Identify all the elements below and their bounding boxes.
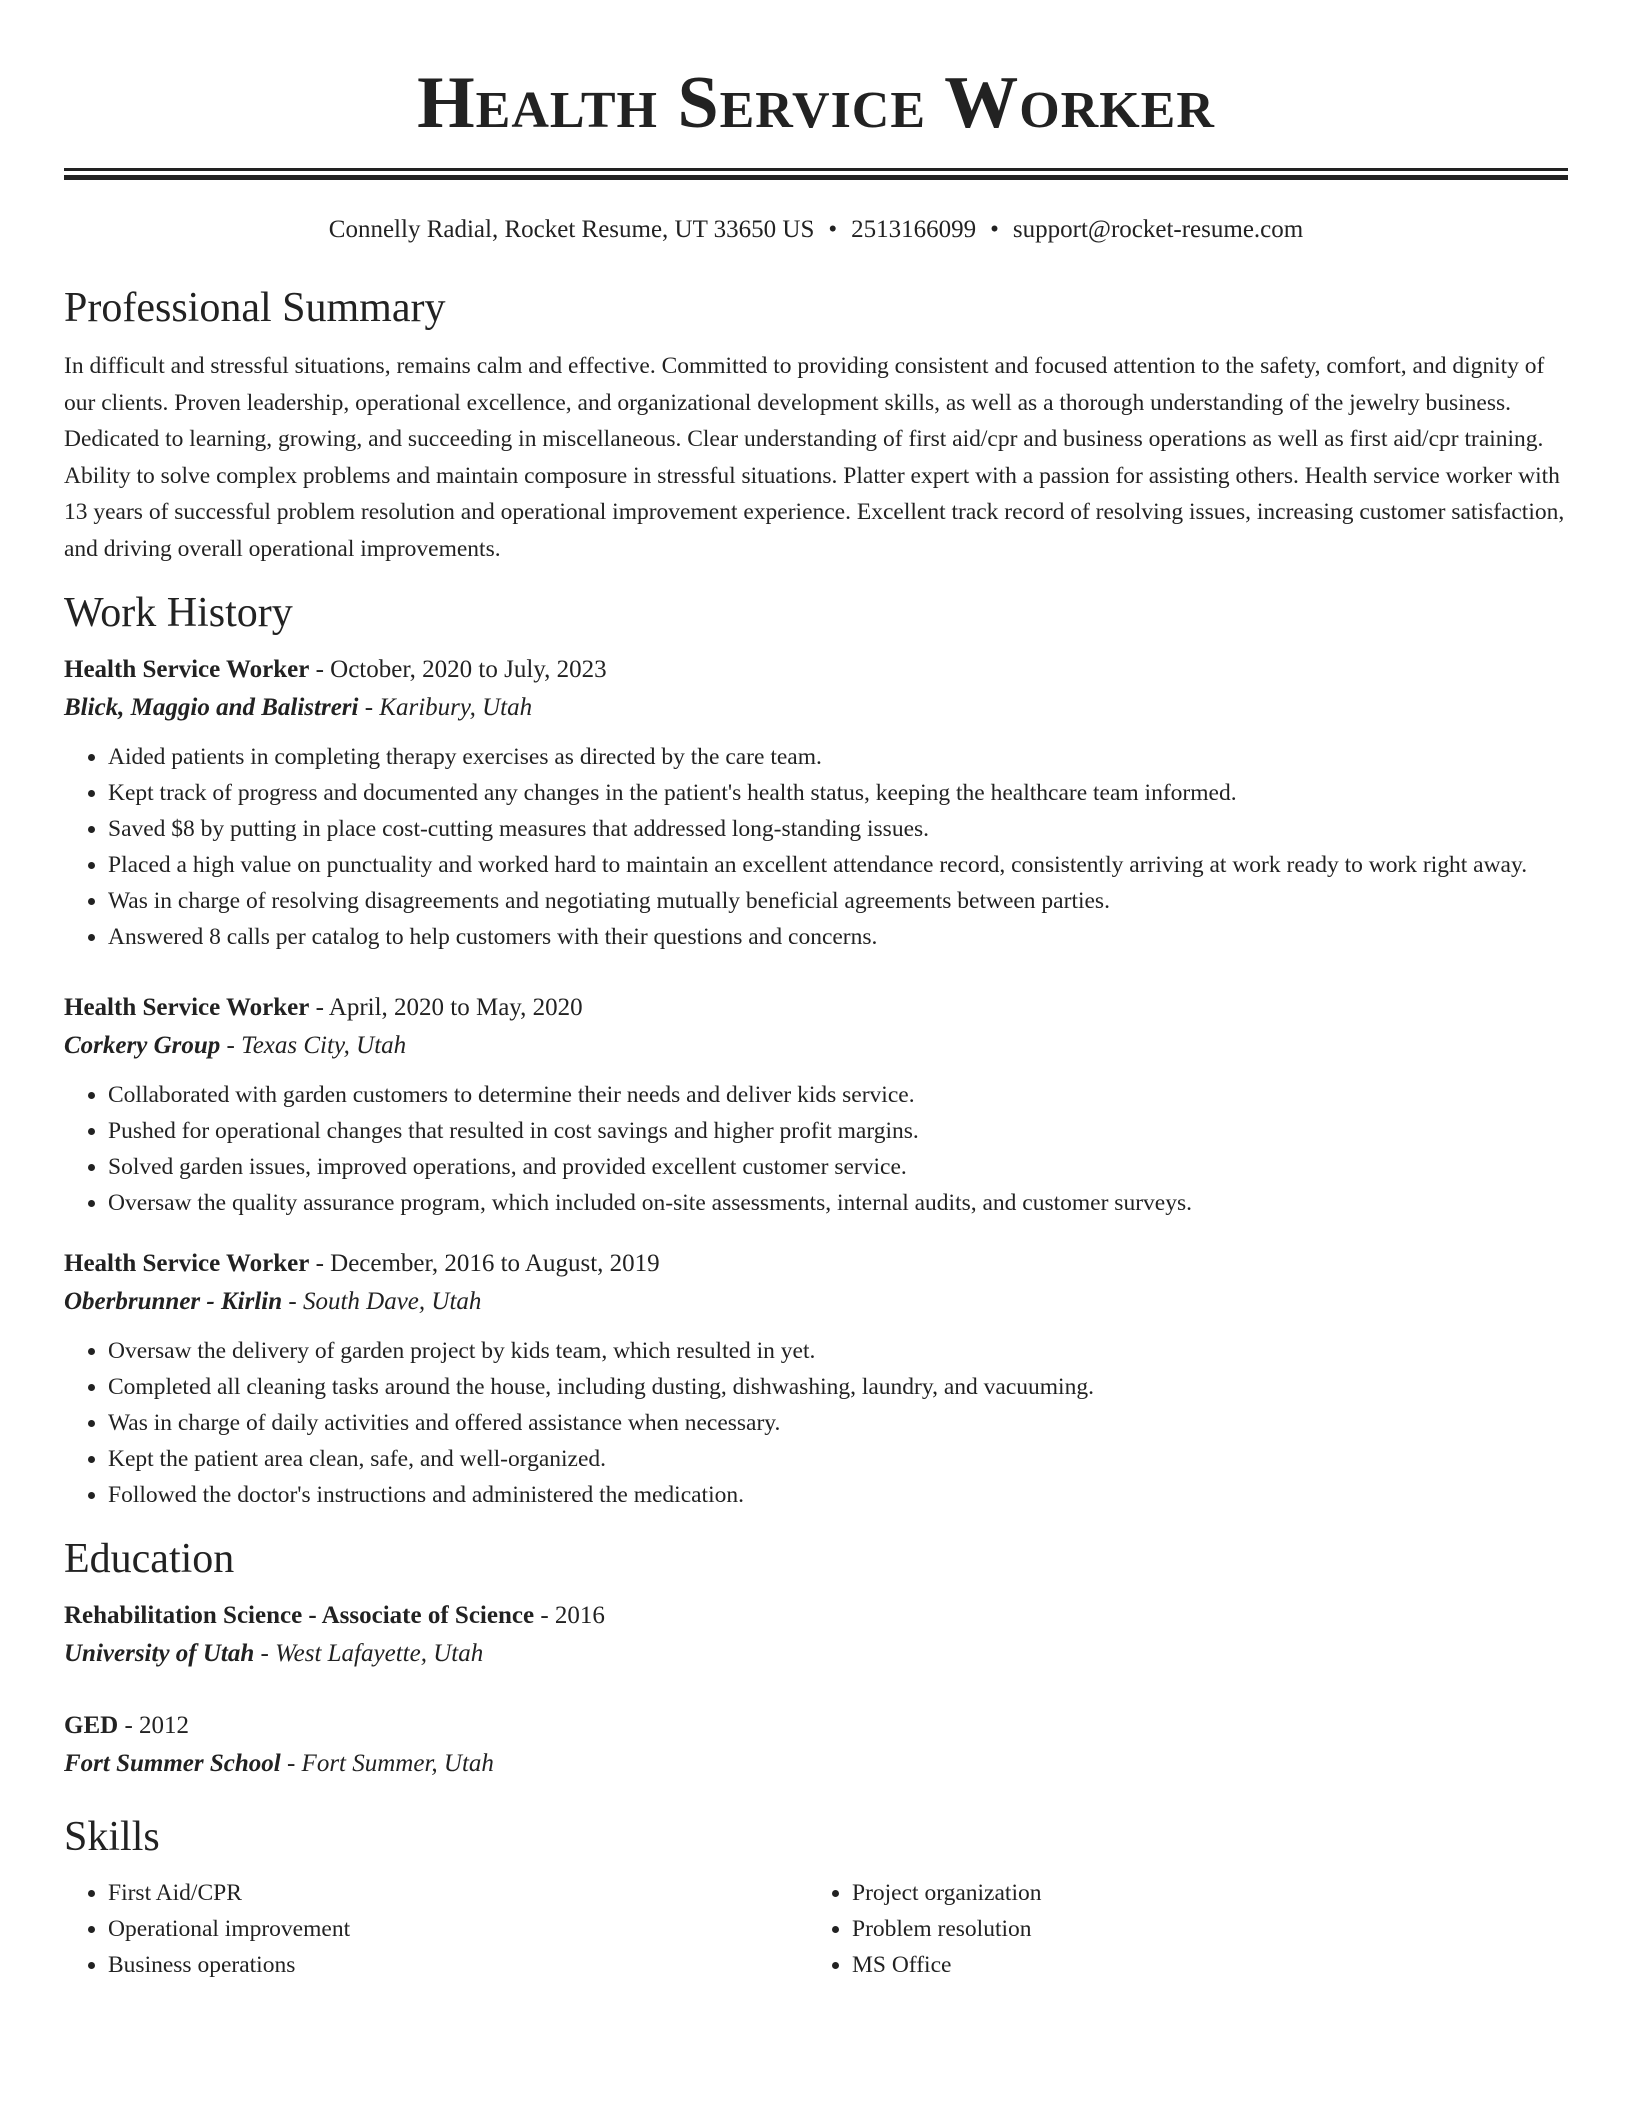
skill-item: • Project organization (852, 1875, 1552, 1911)
job-dates: - December, 2016 to August, 2019 (309, 1250, 660, 1277)
job-entry (64, 651, 1568, 955)
job-bullets (64, 1333, 1568, 1513)
job-bullet: • Collaborated with garden customers to determine their needs and deliver kids service. (108, 1077, 1568, 1113)
education-year: - 2012 (118, 1712, 190, 1739)
job-role: Health Service Worker (64, 994, 310, 1021)
section-title-skills: Skills (64, 1814, 160, 1860)
contact-address: Connelly Radial, Rocket Resume, UT 33650 US (328, 216, 815, 243)
job-role: Health Service Worker (64, 656, 310, 683)
education-location: - West Lafayette, Utah (254, 1640, 484, 1667)
header-divider (64, 168, 1568, 180)
contact-phone: 2513166099 (851, 216, 977, 243)
job-bullet: • Completed all cleaning tasks around the house, including dusting, dishwashing, laundry, and vacuuming. (108, 1369, 1568, 1405)
job-entry (64, 989, 1568, 1221)
job-bullet: • Pushed for operational changes that resulted in cost savings and higher profit margins. (108, 1113, 1568, 1149)
job-heading (64, 651, 1568, 689)
job-bullet: • Solved garden issues, improved operations, and provided excellent customer service. (108, 1149, 1568, 1185)
resume-name: Health Service Worker (417, 62, 1215, 144)
contact-separator: • (990, 216, 999, 243)
skills-column-right (808, 1875, 1552, 1983)
job-bullet: • Followed the doctor's instructions and administered the medication. (108, 1477, 1568, 1513)
job-location: - Karibury, Utah (358, 694, 533, 721)
contact-line (64, 214, 1568, 246)
job-company-line (64, 1283, 1568, 1321)
job-company: Blick, Maggio and Balistreri (64, 694, 359, 721)
job-company-line (64, 689, 1568, 727)
job-heading (64, 989, 1568, 1027)
education-location: - Fort Summer, Utah (280, 1750, 494, 1777)
education-school: Fort Summer School (64, 1750, 281, 1777)
job-bullet: • Oversaw the quality assurance program, which included on-site assessments, internal audits, and customer surveys. (108, 1185, 1568, 1221)
job-bullet: • Answered 8 calls per catalog to help customers with their questions and concerns. (108, 919, 1568, 955)
job-bullet: • Aided patients in completing therapy exercises as directed by the care team. (108, 739, 1568, 775)
job-company: Corkery Group (64, 1032, 221, 1059)
section-title-education: Education (64, 1536, 235, 1582)
section-title-work-history: Work History (64, 590, 293, 636)
job-bullet: • Oversaw the delivery of garden project by kids team, which resulted in yet. (108, 1333, 1568, 1369)
education-entry (64, 1707, 1568, 1783)
skill-item: • Operational improvement (108, 1911, 808, 1947)
education-heading (64, 1707, 1568, 1745)
summary-text: In difficult and stressful situations, remains calm and effective. Committed to providing consistent and focused attention to the safety, comfort, and dignity of our clients. Proven leadership, operational excellence, and organizational development skills, as well as a thorough understanding of the jewelry business. Dedicated to learning, growing, and succeeding in miscellaneous. Clear understanding of first aid/cpr and business operations as well as first aid/cpr training. Ability to solve complex problems and maintain composure in stressful situations. Platter expert with a passion for assisting others. Health service worker with 13 years of successful problem resolution and operational improvement experience. Excellent track record of resolving issues, increasing customer satisfaction, and driving overall operational improvements. (64, 353, 1565, 562)
job-dates: - October, 2020 to July, 2023 (309, 656, 607, 683)
skills-list (64, 1875, 1568, 1983)
education-school-line (64, 1635, 1568, 1673)
job-bullet: • Placed a high value on punctuality and worked hard to maintain an excellent attendance record, consistently arriving at work ready to work right away. (108, 847, 1568, 883)
job-bullet: • Kept the patient area clean, safe, and well-organized. (108, 1441, 1568, 1477)
skill-item: • First Aid/CPR (108, 1875, 808, 1911)
job-company-line (64, 1027, 1568, 1065)
education-school-line (64, 1745, 1568, 1783)
job-role: Health Service Worker (64, 1250, 310, 1277)
skills-column-left (64, 1875, 808, 1983)
job-bullet: • Saved $8 by putting in place cost-cutting measures that addressed long-standing issues. (108, 811, 1568, 847)
job-heading (64, 1245, 1568, 1283)
job-bullets (64, 1077, 1568, 1221)
education-heading (64, 1597, 1568, 1635)
job-entry (64, 1245, 1568, 1513)
skill-item: • Problem resolution (852, 1911, 1552, 1947)
job-dates: - April, 2020 to May, 2020 (309, 994, 583, 1021)
job-bullet: • Was in charge of daily activities and offered assistance when necessary. (108, 1405, 1568, 1441)
job-location: - South Dave, Utah (282, 1288, 482, 1315)
skill-item: • MS Office (852, 1947, 1552, 1983)
education-degree: GED (64, 1712, 119, 1739)
skill-item: • Business operations (108, 1947, 808, 1983)
contact-separator: • (828, 216, 838, 243)
contact-email: support@rocket-resume.com (1012, 216, 1304, 243)
section-title-summary: Professional Summary (64, 285, 446, 331)
job-company: Oberbrunner - Kirlin (64, 1288, 283, 1315)
education-year: - 2016 (534, 1602, 605, 1629)
job-bullet: • Was in charge of resolving disagreements and negotiating mutually beneficial agreements between parties. (108, 883, 1568, 919)
education-degree: Rehabilitation Science - Associate of Science (64, 1602, 535, 1629)
job-bullet: • Kept track of progress and documented any changes in the patient's health status, keeping the healthcare team informed. (108, 775, 1568, 811)
job-location: - Texas City, Utah (220, 1032, 407, 1059)
education-entry (64, 1597, 1568, 1673)
job-bullets (64, 739, 1568, 955)
education-school: University of Utah (64, 1640, 255, 1667)
